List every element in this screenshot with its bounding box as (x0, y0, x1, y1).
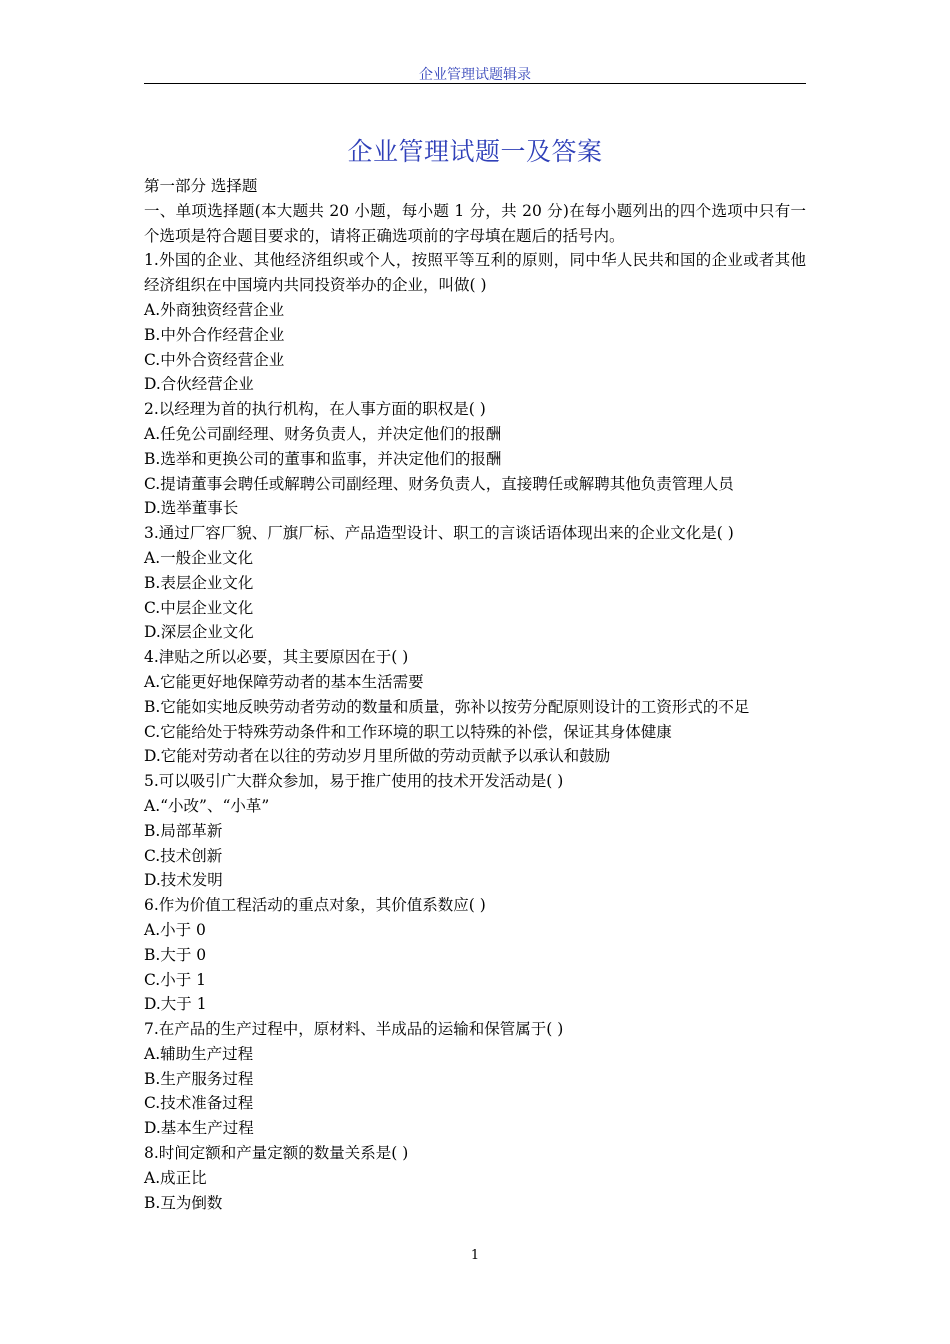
option-d: D.它能对劳动者在以往的劳动岁月里所做的劳动贡献予以承认和鼓励 (144, 747, 611, 766)
question-stem: 2.以经理为首的执行机构，在人事方面的职权是( ) (144, 400, 486, 419)
option-d: D.基本生产过程 (144, 1119, 254, 1138)
document-body (144, 174, 806, 1215)
document-title: 企业管理试题一及答案 (347, 137, 603, 166)
option-b: B.大于 0 (144, 945, 207, 964)
option-c: C.小于 1 (144, 970, 207, 989)
instructions-paragraph: 一、单项选择题(本大题共 20 小题，每小题 1 分，共 20 分)在每小题列出的四个选项中只有一个选项是符合题目要求的，请将正确选项前的字母填在题后的括号内。 (144, 201, 806, 245)
question-2 (144, 397, 806, 521)
header-rule (144, 83, 806, 84)
option-a: A.成正比 (144, 1168, 207, 1187)
option-a: A.任免公司副经理、财务负责人，并决定他们的报酬 (144, 424, 502, 443)
question-stem: 8.时间定额和产量定额的数量关系是( ) (144, 1144, 409, 1163)
question-stem: 1.外国的企业、其他经济组织或个人，按照平等互利的原则，同中华人民共和国的企业或者其他经济组织在中国境内共同投资举办的企业，叫做( ) (144, 251, 806, 295)
option-b: B.中外合作经营企业 (144, 325, 285, 344)
section-heading: 第一部分 选择题 (144, 177, 258, 195)
option-c: C.中外合资经营企业 (144, 350, 285, 369)
question-6 (144, 893, 806, 1017)
option-d: D.深层企业文化 (144, 623, 254, 642)
option-d: D.合伙经营企业 (144, 375, 254, 394)
running-header: 企业管理试题辑录 (419, 67, 531, 83)
question-1 (144, 248, 806, 397)
option-a: A.一般企业文化 (144, 548, 254, 567)
option-a: A.外商独资经营企业 (144, 300, 285, 319)
option-d: D.技术发明 (144, 871, 223, 890)
option-b: B.互为倒数 (144, 1193, 223, 1212)
question-8 (144, 1141, 806, 1215)
question-stem: 5.可以吸引广大群众参加，易于推广使用的技术开发活动是( ) (144, 772, 564, 791)
option-b: B.生产服务过程 (144, 1069, 254, 1088)
question-7 (144, 1017, 806, 1141)
option-a: A.辅助生产过程 (144, 1044, 254, 1063)
question-stem: 4.津贴之所以必要，其主要原因在于( ) (144, 648, 409, 667)
question-4 (144, 645, 806, 769)
option-b: B.局部革新 (144, 821, 223, 840)
question-stem: 3.通过厂容厂貌、厂旗厂标、产品造型设计、职工的言谈话语体现出来的企业文化是( ) (144, 524, 734, 543)
option-d: D.选举董事长 (144, 499, 239, 518)
option-a: A.“小改”、“小革” (144, 796, 270, 815)
option-a: A.小于 0 (144, 920, 206, 939)
page-number: 1 (470, 1248, 480, 1263)
option-c: C.它能给处于特殊劳动条件和工作环境的职工以特殊的补偿，保证其身体健康 (144, 722, 672, 741)
option-d: D.大于 1 (144, 995, 207, 1014)
option-c: C.技术创新 (144, 846, 223, 865)
option-b: B.选举和更换公司的董事和监事，并决定他们的报酬 (144, 449, 502, 468)
option-b: B.表层企业文化 (144, 573, 254, 592)
question-stem: 7.在产品的生产过程中，原材料、半成品的运输和保管属于( ) (144, 1020, 564, 1039)
option-c: C.中层企业文化 (144, 598, 254, 617)
option-c: C.技术准备过程 (144, 1094, 254, 1113)
question-stem: 6.作为价值工程活动的重点对象，其价值系数应( ) (144, 896, 486, 915)
option-c: C.提请董事会聘任或解聘公司副经理、财务负责人，直接聘任或解聘其他负责管理人员 (144, 474, 734, 493)
option-b: B.它能如实地反映劳动者劳动的数量和质量，弥补以按劳分配原则设计的工资形式的不足 (144, 697, 750, 716)
question-3 (144, 521, 806, 645)
question-5 (144, 769, 806, 893)
option-a: A.它能更好地保障劳动者的基本生活需要 (144, 672, 424, 691)
